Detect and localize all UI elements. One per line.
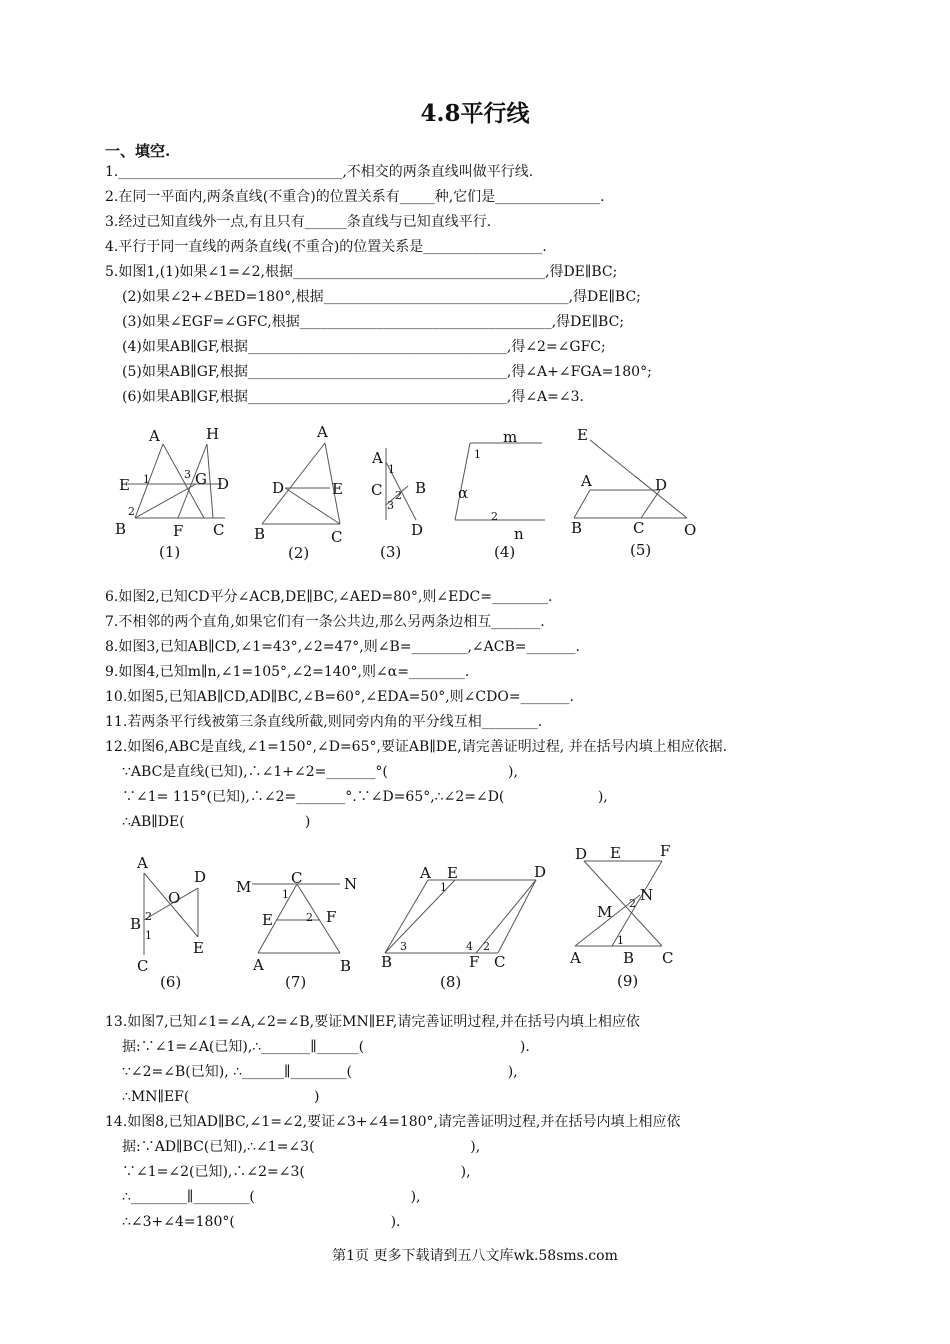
caption-fig-3: (3) (380, 543, 402, 561)
label-M9: M (597, 903, 613, 921)
label-F7: F (326, 908, 337, 926)
caption-fig-5: (5) (630, 541, 652, 559)
label-F8: F (469, 953, 480, 971)
question-5-part-3: (3)如果∠EGF=∠GFC,根据____________________________________,得DE∥BC; (122, 314, 625, 330)
question-12-step-3: ∴AB∥DE( ) (122, 814, 311, 830)
question-5-part-5: (5)如果AB∥GF,根据_____________________________________,得∠A+∠FGA=180°; (122, 364, 652, 380)
angle-number-label: 1 (282, 888, 289, 901)
label-C5: C (633, 519, 645, 537)
label-E8: E (447, 864, 458, 882)
caption-fig-4: (4) (494, 543, 516, 561)
angle-number-label: 1 (440, 881, 447, 894)
question-14: 14.如图8,已知AD∥BC,∠1=∠2,要证∠3+∠4=180°,请完善证明过程,并在括号内填上相应依 (105, 1114, 681, 1130)
label-C8: C (494, 953, 506, 971)
angle-number-label: 2 (395, 489, 402, 502)
label-C: C (213, 521, 225, 539)
label-E6: E (193, 939, 204, 957)
caption-fig-9: (9) (617, 972, 639, 990)
label-H: H (206, 425, 220, 443)
question-12-step-2: ∵∠1= 115°(已知),∴∠2=_______°.∵∠D=65°,∴∠2=∠D( ), (122, 789, 608, 805)
label-A9: A (570, 949, 581, 967)
angle-number-label: 1 (145, 929, 152, 942)
label-A7: A (253, 956, 264, 974)
question-4: 4.平行于同一直线的两条直线(不重合)的位置关系是_________________. (105, 239, 547, 255)
label-A5: A (581, 472, 592, 490)
label-C6: C (137, 957, 149, 975)
label-F9: F (660, 842, 671, 860)
label-D2: D (272, 479, 285, 497)
label-E2: E (332, 480, 343, 498)
label-n: n (514, 525, 524, 543)
question-14-step-3: ∴________∥________( ), (122, 1189, 421, 1205)
label-E7: E (262, 911, 273, 929)
label-C3: C (371, 481, 383, 499)
caption-fig-6: (6) (160, 973, 182, 991)
page-title: 4.8平行线 (420, 100, 530, 127)
label-B9: B (623, 949, 635, 967)
angle-number-label: 4 (466, 940, 473, 953)
label-B3: B (415, 479, 427, 497)
question-3: 3.经过已知直线外一点,有且只有______条直线与已知直线平行. (105, 214, 492, 230)
label-F: F (173, 522, 184, 540)
label-E5: E (577, 426, 588, 444)
angle-number-label: 1 (617, 934, 624, 947)
question-6: 6.如图2,已知CD平分∠ACB,DE∥BC,∠AED=80°,则∠EDC=________. (105, 589, 553, 605)
question-14-step-1: 据:∵AD∥BC(已知),∴∠1=∠3( ), (122, 1139, 481, 1155)
label-B: B (115, 520, 127, 538)
label-C7: C (291, 869, 303, 887)
label-N7: N (344, 875, 358, 893)
label-O5: O (684, 521, 697, 539)
label-D3: D (411, 521, 424, 539)
label-O6: O (168, 889, 181, 907)
label-A8: A (420, 864, 431, 882)
question-12-step-1: ∵ABC是直线(已知),∴∠1+∠2=_______°( ), (122, 764, 518, 780)
label-B8: B (381, 953, 393, 971)
question-12: 12.如图6,ABC是直线,∠1=150°,∠D=65°,要证AB∥DE,请完善证明过程, 并在括号内填上相应依据. (105, 739, 728, 755)
question-5-part-4: (4)如果AB∥GF,根据_____________________________________,得∠2=∠GFC; (122, 339, 606, 355)
label-B6: B (130, 915, 142, 933)
question-13-step-1: 据:∵∠1=∠A(已知),∴_______∥______( ). (122, 1039, 530, 1055)
question-13: 13.如图7,已知∠1=∠A,∠2=∠B,要证MN∥EF,请完善证明过程,并在括号内填上相应依 (105, 1014, 640, 1030)
label-m: m (503, 428, 518, 446)
angle-number-label: 2 (629, 897, 636, 910)
label-N9: N (640, 886, 654, 904)
label-M7: M (236, 878, 252, 896)
angle-number-label: 1 (388, 463, 395, 476)
question-13-step-2: ∵∠2=∠B(已知), ∴______∥________( ), (122, 1064, 518, 1080)
caption-fig-7: (7) (285, 973, 307, 991)
question-5-part-2: (2)如果∠2+∠BED=180°,根据___________________________________,得DE∥BC; (122, 289, 641, 305)
question-8: 8.如图3,已知AB∥CD,∠1=43°,∠2=47°,则∠B=________,∠ACB=_______. (105, 639, 580, 655)
angle-number-label: 1 (474, 448, 481, 461)
question-10: 10.如图5,已知AB∥CD,AD∥BC,∠B=60°,∠EDA=50°,则∠CDO=_______. (105, 689, 575, 705)
label-C2: C (331, 528, 343, 546)
label-D9: D (575, 845, 588, 863)
label-E: E (119, 476, 130, 494)
label-B5: B (571, 519, 583, 537)
question-14-step-2: ∵∠1=∠2(已知),∴∠2=∠3( ), (122, 1164, 471, 1180)
angle-number-label: 2 (306, 911, 313, 924)
question-14-step-4: ∴∠3+∠4=180°( ). (122, 1214, 401, 1230)
question-13-step-3: ∴MN∥EF( ) (122, 1089, 320, 1105)
label-D6: D (194, 868, 207, 886)
label-A2: A (317, 423, 328, 441)
angle-number-label: 2 (145, 910, 152, 923)
section-heading: 一、填空. (105, 142, 171, 160)
label-D: D (217, 475, 230, 493)
question-11: 11.若两条平行线被第三条直线所截,则同旁内角的平分线互相________. (105, 714, 543, 730)
angle-number-label: 3 (387, 499, 394, 512)
label-B2: B (254, 525, 266, 543)
angle-number-label: 2 (483, 940, 490, 953)
question-5-part-6: (6)如果AB∥GF,根据_____________________________________,得∠A=∠3. (122, 389, 584, 405)
caption-fig-1: (1) (159, 543, 181, 561)
angle-number-label: 3 (184, 468, 191, 481)
label-G: G (195, 470, 207, 488)
label-A6: A (137, 854, 148, 872)
question-7: 7.不相邻的两个直角,如果它们有一条公共边,那么另两条边相互_______. (105, 614, 545, 630)
label-E9: E (610, 844, 621, 862)
angle-number-label: 3 (400, 940, 407, 953)
question-2: 2.在同一平面内,两条直线(不重合)的位置关系有_____种,它们是_______________. (105, 189, 605, 205)
angle-number-label: 2 (491, 510, 498, 523)
label-A: A (149, 427, 160, 445)
question-1: 1.________________________________,不相交的两条直线叫做平行线. (105, 164, 534, 180)
page-footer: 第1页 更多下载请到五八文库wk.58sms.com (332, 1248, 618, 1264)
label-A3: A (372, 449, 383, 467)
label-D8: D (534, 863, 547, 881)
angle-number-label: 1 (143, 473, 150, 486)
caption-fig-8: (8) (440, 973, 462, 991)
question-9: 9.如图4,已知m∥n,∠1=105°,∠2=140°,则∠α=________. (105, 664, 470, 680)
label-B7: B (340, 957, 352, 975)
label-C9: C (662, 949, 674, 967)
label-D5: D (655, 476, 668, 494)
label-alpha: α (458, 484, 469, 502)
caption-fig-2: (2) (288, 544, 310, 562)
angle-number-label: 2 (128, 505, 135, 518)
question-5: 5.如图1,(1)如果∠1=∠2,根据____________________________________,得DE∥BC; (105, 264, 618, 280)
